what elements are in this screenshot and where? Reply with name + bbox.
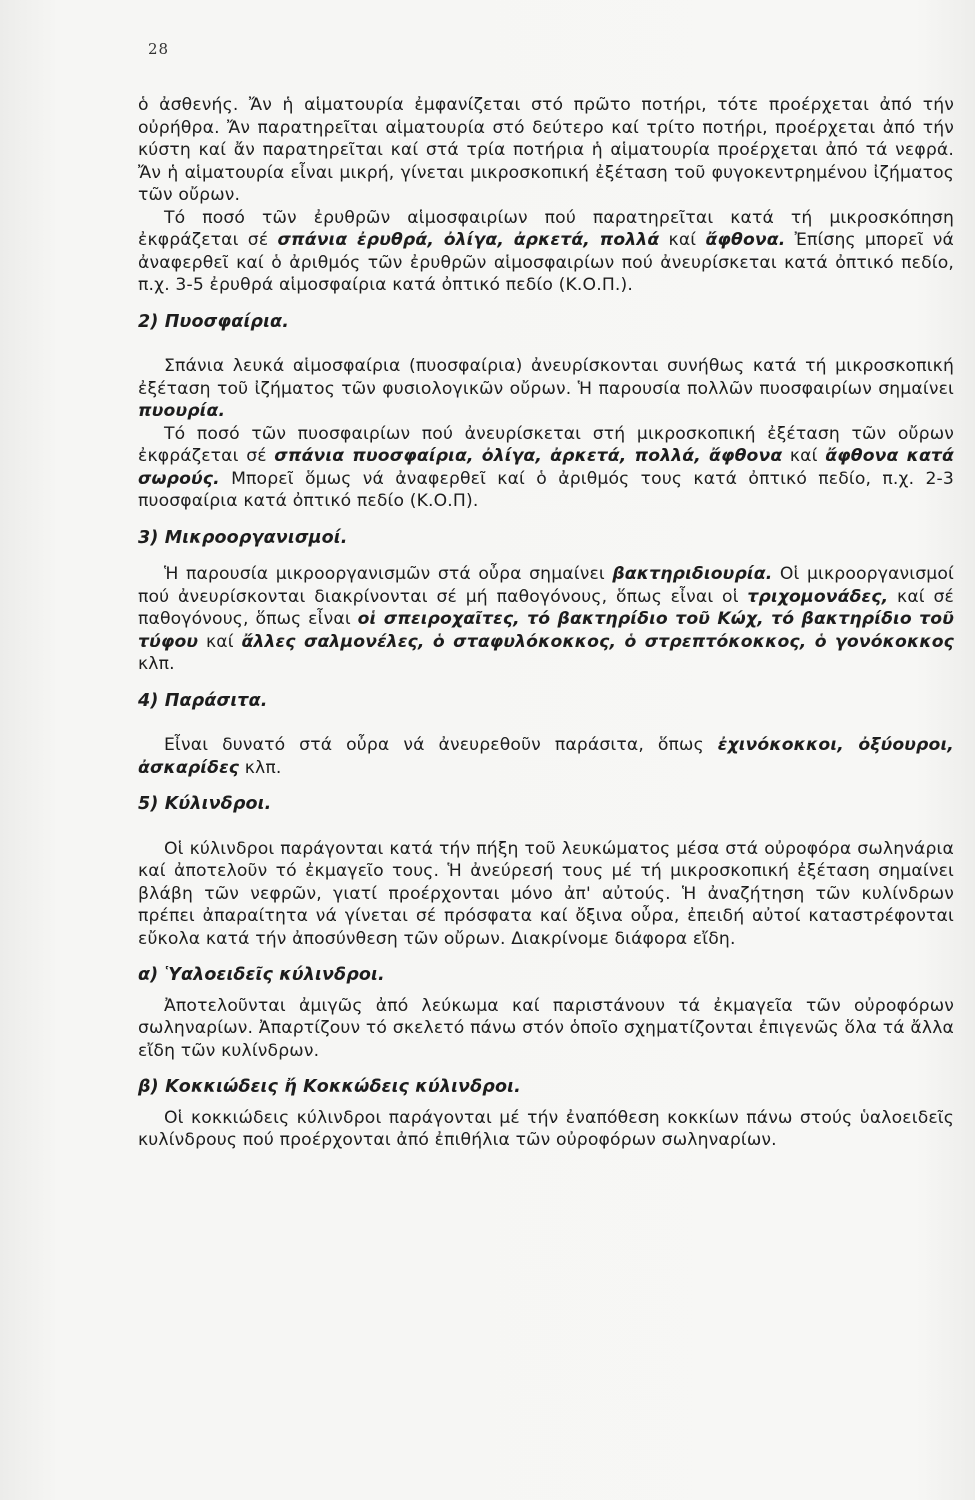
section-heading-pus-cells: 2) Πυοσφαίρια. [138, 311, 290, 332]
paragraph-casts: Οἱ κύλινδροι παράγονται κατά τήν πήξη τοῦ λευκώματος μέσα στά οὐροφόρα σωληνάρια καί ἀποτελοῦν τό ἐκμαγεῖο τους. Ἡ ἀνεύρεσή τους μέ τή μικροσκοπική ἐξέταση σημαίνει βλάβη τῶν νεφρῶν, γιατί προέρχονται μόνο ἀπ' αὐτούς. Ἡ ἀναζήτηση τῶν κυλίνδρων πρέπει ἀπαραίτητα νά γίνεται σέ πρόσφατα καί ὄξινα οὖρα, ἐπειδή αὐτοί καταστρέφονται εὔκολα κατά τήν ἀποσύνθεση τῶν οὔρων. Διακρίνομε διάφορα εἴδη. [138, 838, 954, 949]
section-heading-microorganisms: 3) Μικροοργανισμοί. [138, 527, 348, 548]
paragraph-microorganisms: Ἡ παρουσία μικροοργανισμῶν στά οὖρα σημαίνει βακτηριδιουρία. Οἱ μικροοργανισμοί πού ἀνευρίσκονται διακρίνονται σέ μή παθογόνους, ὅπως εἶναι οἱ τριχομονάδες, καί σέ παθογόνους, ὅπως εἶναι οἱ σπειροχαῖτες, τό βακτηρίδιο τοῦ Κώχ, τό βακτηρίδιο τοῦ τύφου καί ἄλλες σαλμονέλες, ὁ σταφυλόκοκκος, ὁ στρεπτόκοκκος, ὁ γονόκοκκος κλπ. [138, 564, 955, 674]
paragraph-parasites: Εἶναι δυνατό στά οὖρα νά ἀνευρεθοῦν παράσιτα, ὅπως ἐχινόκοκκοι, ὀξύουροι, ἀσκαρίδες κλπ. [138, 735, 954, 778]
paragraph-red-cells: Τό ποσό τῶν ἐρυθρῶν αἱμοσφαιρίων πού παρατηρεῖται κατά τή μικροσκόπηση ἐκφράζεται σέ σπάνια ἐρυθρά, ὀλίγα, ἀρκετά, πολλά καί ἄφθονα. Ἐπίσης μπορεῖ νά ἀναφερθεῖ καί ὁ ἀριθμός τῶν ἐρυθρῶν αἱμοσφαιρίων πού ἀνευρίσκεται κατά ὀπτικό πεδίο, π.χ. 3-5 ἐρυθρά αἱμοσφαίρια κατά ὀπτικό πεδίο (Κ.Ο.Π.). [138, 207, 955, 295]
page-body [138, 94, 954, 1152]
subsection-heading-hyaline-casts: α) Ὑαλοειδεῖς κύλινδροι. [138, 965, 385, 985]
section-heading-casts: 5) Κύλινδροι. [138, 794, 272, 814]
subsection-heading-granular-casts: β) Κοκκιώδεις ἤ Κοκκώδεις κύλινδροι. [138, 1077, 521, 1097]
section-heading-parasites: 4) Παράσιτα. [138, 690, 268, 711]
paragraph-pus-cells-intro: Σπάνια λευκά αἱμοσφαίρια (πυοσφαίρια) ἀνευρίσκονται συνήθως κατά τή μικροσκοπική ἐξέταση τοῦ ἰζήματος τῶν φυσιολογικῶν οὔρων. Ἡ παρουσία πολλῶν πυοσφαιρίων σημαίνει πυουρία. [138, 356, 954, 421]
paragraph-pus-cells-count: Τό ποσό τῶν πυοσφαιρίων πού ἀνευρίσκεται στή μικροσκοπική ἐξέταση τῶν οὔρων ἐκφράζεται σέ σπάνια πυοσφαίρια, ὀλίγα, ἀρκετά, πολλά, ἄφθονα καί ἄφθονα κατά σωρούς. Μπορεῖ ὅμως νά ἀναφερθεῖ καί ὁ ἀριθμός τους κατά ὀπτικό πεδίο, π.χ. 2-3 πυοσφαίρια κατά ὀπτικό πεδίο (Κ.Ο.Π). [138, 423, 955, 511]
paragraph-hyaline-casts: Ἀποτελοῦνται ἀμιγῶς ἀπό λεύκωμα καί παριστάνουν τά ἐκμαγεῖα τῶν οὐροφόρων σωληναρίων. Ἀπαρτίζουν τό σκελετό πάνω στόν ὁποῖο σχηματίζονται ἐπιγενῶς ὅλα τά ἄλλα εἴδη τῶν κυλίνδρων. [138, 995, 954, 1061]
paragraph-granular-casts: Οἱ κοκκιώδεις κύλινδροι παράγονται μέ τήν ἐναπόθεση κοκκίων πάνω στούς ὑαλοειδεῖς κυλίνδρους πού προέρχονται ἀπό ἐπιθήλια τῶν οὐροφόρων σωληναρίων. [138, 1107, 954, 1150]
paragraph-hematuria-source: ὁ ἀσθενής. Ἄν ἡ αἱματουρία ἐμφανίζεται στό πρῶτο ποτήρι, τότε προέρχεται ἀπό τήν οὐρήθρα. Ἄν παρατηρεῖται αἱματουρία στό δεύτερο καί τρίτο ποτήρι, προέρχεται ἀπό τήν κύστη καί ἄν παρατηρεῖται καί στά τρία ποτήρια ἡ αἱματουρία προέρχεται ἀπό τά νεφρά. Ἄν ἡ αἱματουρία εἶναι μικρή, γίνεται μικροσκοπική ἐξέταση τοῦ φυγοκεντρημένου ἰζήματος τῶν οὔρων. [138, 95, 954, 205]
page-number: 28 [148, 40, 170, 58]
